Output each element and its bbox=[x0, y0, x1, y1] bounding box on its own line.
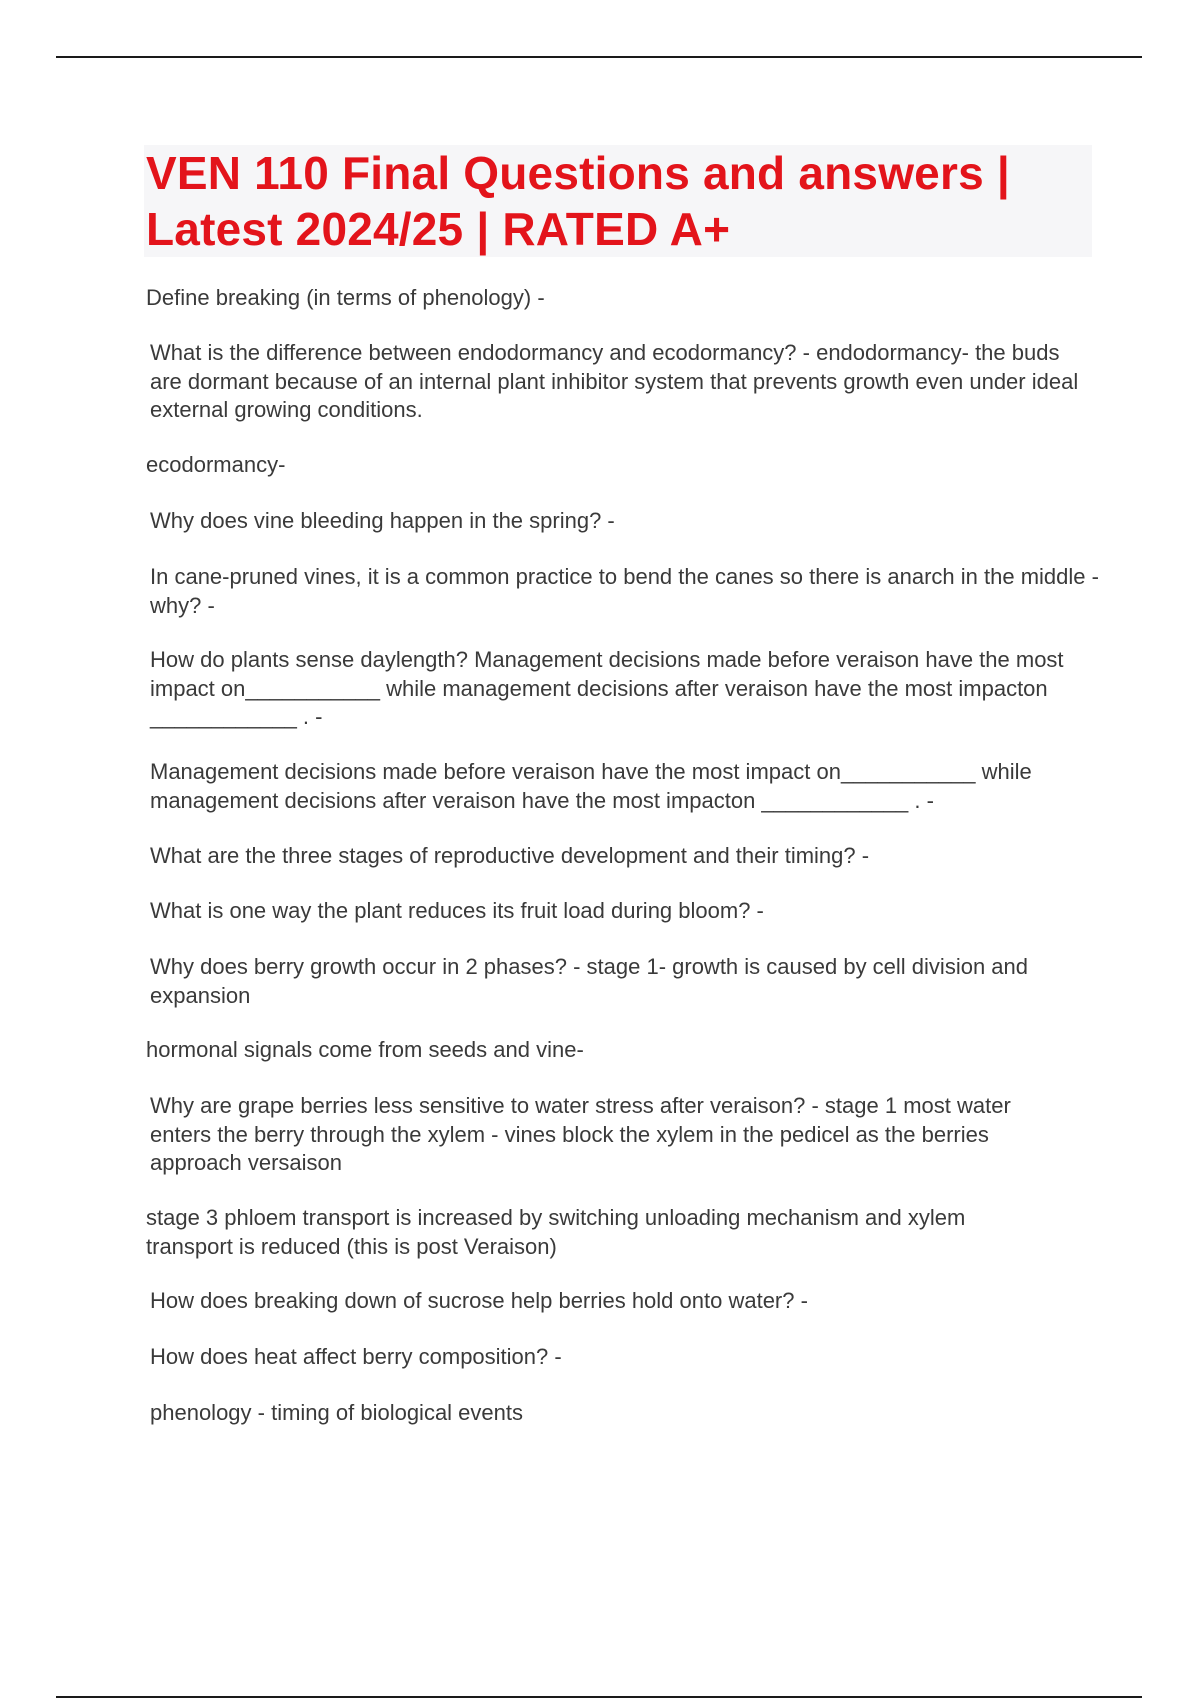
qa-paragraph-13: stage 3 phloem transport is increased by switching unloading mechanism and xylem transport is reduced (this is post Veraison) bbox=[146, 1205, 966, 1259]
qa-paragraph-11: hormonal signals come from seeds and vine- bbox=[146, 1037, 584, 1062]
qa-paragraph-1: Define breaking (in terms of phenology) - bbox=[146, 285, 545, 310]
qa-paragraph-15: How does heat affect berry composition? - bbox=[150, 1344, 562, 1369]
bottom-rule bbox=[56, 1696, 1142, 1698]
qa-paragraph-16: phenology - timing of biological events bbox=[150, 1400, 524, 1425]
qa-paragraph-8: What are the three stages of reproductive development and their timing? - bbox=[150, 843, 870, 868]
qa-paragraph-2: What is the difference between endodormancy and ecodormancy? - endodormancy- the buds are dormant because of an internal plant inhibitor system that prevents growth even under ideal external growing conditions. bbox=[150, 340, 1079, 422]
top-rule bbox=[56, 56, 1142, 58]
qa-paragraph-4: Why does vine bleeding happen in the spring? - bbox=[150, 508, 615, 533]
qa-paragraph-9: What is one way the plant reduces its fruit load during bloom? - bbox=[150, 898, 764, 923]
document-title: VEN 110 Final Questions and answers | Latest 2024/25 | RATED A+ bbox=[146, 147, 1010, 255]
qa-paragraph-7: Management decisions made before veraison have the most impact on___________ while management decisions after veraison have the most impacton ____________ . - bbox=[150, 759, 1032, 813]
qa-paragraph-3: ecodormancy- bbox=[146, 452, 286, 477]
qa-paragraph-14: How does breaking down of sucrose help berries hold onto water? - bbox=[150, 1288, 808, 1313]
qa-paragraph-12: Why are grape berries less sensitive to water stress after veraison? - stage 1 most water enters the berry through the xylem - vines block the xylem in the pedicel as the berries approach versaison bbox=[150, 1093, 1011, 1175]
qa-paragraph-6: How do plants sense daylength? Management decisions made before veraison have the most impact on___________ while management decisions after veraison have the most impacton ____________ . - bbox=[150, 647, 1064, 729]
qa-paragraph-5: In cane-pruned vines, it is a common practice to bend the canes so there is anarch in the middle - why? - bbox=[150, 564, 1099, 618]
qa-paragraph-10: Why does berry growth occur in 2 phases? - stage 1- growth is caused by cell division and expansion bbox=[150, 954, 1028, 1008]
title-banner bbox=[144, 145, 1092, 257]
